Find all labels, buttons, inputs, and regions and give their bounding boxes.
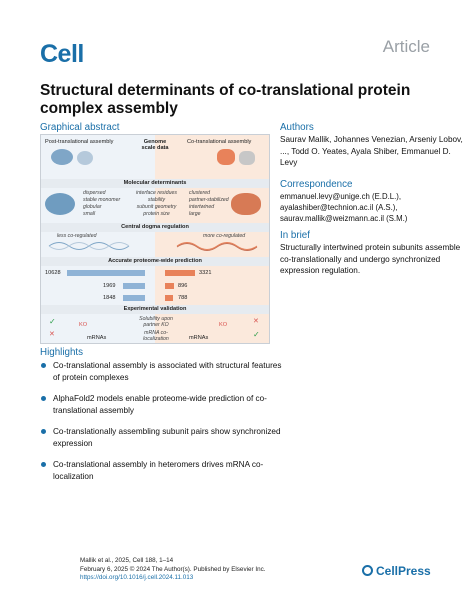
article-title: Structural determinants of co-translational protein complex assembly: [40, 82, 411, 117]
in-brief-text: Structurally intertwined protein subunits assemble co-translationally and undergo synchronized expression regulation.: [280, 243, 461, 275]
prediction-band: Accurate proteome-wide prediction: [41, 257, 269, 266]
email-link[interactable]: emmanuel.levy@unige.ch (E.D.L.),: [280, 192, 402, 201]
count-right: 788: [178, 295, 188, 301]
highlight-text: Co-translationally assembling subunit pairs show synchronized expression: [53, 427, 281, 448]
authors-heading: Authors: [280, 122, 314, 133]
genome-label: Genome scale data: [141, 139, 169, 151]
term: intertwined: [189, 204, 215, 210]
count-bar: [165, 270, 195, 276]
term: globular: [83, 204, 102, 210]
count-right: 896: [178, 283, 188, 289]
term: dispersed: [83, 190, 106, 196]
term: protein size: [143, 211, 170, 217]
molecular-determinants-band: Molecular determinants: [41, 179, 269, 188]
complex-structure-icon: [231, 193, 261, 215]
count-bar: [123, 283, 145, 289]
mrnas-label: mRNAs: [189, 335, 209, 341]
ko-label: KO: [79, 322, 88, 328]
term: partner-stabilized: [189, 197, 229, 203]
count-left: 10628: [45, 270, 61, 276]
highlight-item: [40, 393, 290, 416]
cross-icon: ✕: [49, 331, 55, 338]
central-dogma-band: Central dogma regulation: [41, 223, 269, 232]
email-link[interactable]: ayalashiber@technion.ac.il (A.S.),: [280, 203, 398, 212]
validation-band: Experimental validation: [41, 305, 269, 314]
cellpress-icon: [362, 565, 373, 576]
cellpress-logo: [362, 564, 431, 578]
mrnas-label: mRNAs: [87, 335, 107, 341]
count-right: 3321: [199, 270, 212, 276]
term: stable monomer: [83, 197, 121, 203]
highlight-item: [40, 459, 290, 482]
article-type: Article: [382, 37, 430, 56]
email-link[interactable]: saurav.mallik@weizmann.ac.il (S.M.): [280, 214, 408, 223]
count-bar: [165, 295, 173, 301]
in-brief-heading: In brief: [280, 230, 310, 241]
highlights-heading: Highlights: [40, 347, 84, 358]
expression-waves-icon: [47, 239, 263, 253]
protein-icon: [51, 149, 73, 165]
term: large: [189, 211, 201, 217]
count-bar: [165, 283, 174, 289]
solubility-label: Solubility upon partner KO: [139, 316, 173, 328]
count-bar: [67, 270, 145, 276]
check-icon: ✓: [253, 330, 260, 339]
check-icon: ✓: [49, 317, 56, 326]
graphical-abstract-heading: Graphical abstract: [40, 122, 120, 133]
colocalization-label: mRNA co-localization: [143, 330, 169, 342]
citation-footer: [80, 557, 265, 583]
cross-icon: ✕: [253, 318, 259, 325]
correspondence-emails: [280, 191, 470, 224]
term: interface residues: [136, 190, 177, 196]
protein-icon: [239, 151, 255, 165]
highlights-list: [40, 360, 290, 492]
graphical-abstract: [40, 134, 270, 344]
highlight-item: [40, 360, 290, 383]
copyright-line: February 6, 2025 © 2024 The Author(s). Published by Elsevier Inc.: [80, 565, 266, 573]
journal-logo: Cell: [40, 40, 84, 68]
authors-list: Saurav Mallik, Johannes Venezian, Arseniy Lobov, ..., Todd O. Yeates, Ayala Shiber, Emmanuel D. Levy: [280, 135, 463, 167]
term: subunit geometry: [136, 204, 177, 210]
correspondence-heading: Correspondence: [280, 179, 353, 190]
more-coregulated-label: more co-regulated: [203, 233, 246, 239]
protein-icon: [77, 151, 93, 165]
doi-link[interactable]: https://doi.org/10.1016/j.cell.2024.11.013: [80, 574, 194, 581]
citation-line: Mallik et al., 2025, Cell 188, 1–14: [80, 557, 174, 564]
highlight-item: [40, 426, 290, 449]
term: clustered: [189, 190, 211, 196]
complex-structure-icon: [45, 193, 75, 215]
highlight-text: Co-translational assembly in heteromers drives mRNA co-localization: [53, 460, 264, 481]
bullet-icon: [41, 462, 46, 467]
bullet-icon: [41, 396, 46, 401]
highlight-text: Co-translational assembly is associated with structural features of protein complexes: [53, 361, 282, 382]
highlight-text: AlphaFold2 models enable proteome-wide prediction of co-translational assembly: [53, 394, 267, 415]
count-bar: [123, 295, 145, 301]
bullet-icon: [41, 429, 46, 434]
term: stability: [147, 197, 166, 203]
co-translational-label: Co-translational assembly: [187, 139, 252, 145]
count-left: 1969: [103, 283, 116, 289]
term: small: [83, 211, 96, 217]
publisher-name: CellPress: [376, 564, 431, 578]
post-translational-label: Post-translational assembly: [45, 139, 114, 145]
ko-label: KO: [219, 322, 228, 328]
bullet-icon: [41, 363, 46, 368]
protein-icon: [217, 149, 235, 165]
less-coregulated-label: less co-regulated: [57, 233, 97, 239]
count-left: 1848: [103, 295, 116, 301]
